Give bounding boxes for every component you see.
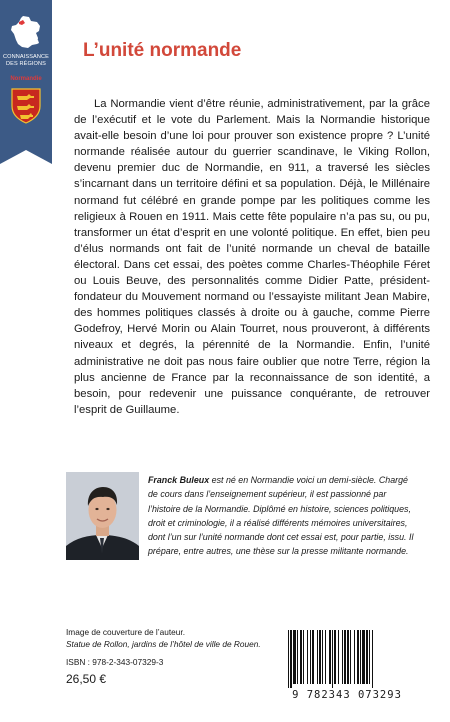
barcode-bar bbox=[322, 630, 323, 684]
barcode-bar bbox=[312, 630, 314, 684]
barcode-bar bbox=[290, 630, 292, 688]
barcode-bar bbox=[344, 630, 346, 684]
barcode-bar bbox=[307, 630, 308, 684]
barcode-bar bbox=[329, 630, 331, 684]
barcode bbox=[272, 624, 422, 709]
barcode-bars bbox=[286, 630, 408, 688]
price: 26,50 € bbox=[66, 672, 107, 686]
barcode-bar bbox=[303, 630, 304, 684]
barcode-bar bbox=[347, 630, 349, 684]
barcode-bar bbox=[325, 630, 326, 684]
barcode-bar bbox=[342, 630, 343, 684]
author-portrait-image bbox=[66, 472, 139, 560]
barcode-bar bbox=[297, 630, 298, 684]
isbn: ISBN : 978-2-343-07329-3 bbox=[66, 657, 164, 667]
barcode-bar bbox=[360, 630, 361, 684]
barcode-bar bbox=[357, 630, 359, 684]
barcode-bar bbox=[332, 630, 333, 688]
ribbon-tip bbox=[0, 150, 52, 164]
cover-credit-caption: Statue de Rollon, jardins de l’hôtel de ville de Rouen. bbox=[66, 639, 261, 650]
barcode-bar bbox=[354, 630, 355, 684]
barcode-bar bbox=[372, 630, 373, 688]
region-label: Normandie bbox=[10, 76, 42, 82]
barcode-bar bbox=[293, 630, 296, 684]
barcode-bar bbox=[317, 630, 318, 684]
barcode-bar bbox=[338, 630, 339, 684]
barcode-bar bbox=[334, 630, 336, 684]
author-bio bbox=[148, 473, 414, 559]
barcode-bar bbox=[300, 630, 302, 684]
barcode-bar bbox=[362, 630, 365, 684]
author-bio-text: est né en Normandie voici un demi-siècle. Chargé de cours dans l’enseignement supérieur, il est passionné par l’histoire de la Normandie. Diplômé en histoire, sciences politiques, droit et criminologie, il a réalisé différents mémoires universitaires, dont l’un sur l’unité normande dont cet essai est, pour partie, issu. Il prépare, entre autres, une thèse sur la presse militante normande. bbox=[148, 475, 414, 557]
barcode-bar bbox=[310, 630, 311, 684]
collection-name: CONNAISSANCE DES RÉGIONS bbox=[3, 54, 49, 67]
barcode-bar bbox=[350, 630, 351, 684]
barcode-bar bbox=[369, 630, 370, 684]
barcode-digits: 9 782343 073293 bbox=[292, 689, 402, 701]
france-map-icon bbox=[9, 14, 43, 50]
author-name: Franck Buleux bbox=[148, 475, 210, 485]
book-title: L’unité normande bbox=[83, 40, 242, 61]
normandy-shield-icon bbox=[11, 88, 41, 124]
cover-credit-line: Image de couverture de l’auteur. bbox=[66, 627, 185, 637]
barcode-bar bbox=[319, 630, 321, 684]
barcode-bar bbox=[366, 630, 368, 684]
collection-ribbon bbox=[0, 0, 52, 150]
back-cover-blurb: La Normandie vient d’être réunie, administrativement, par la grâce de l’exécutif et le vote du Parlement. Mais la Normandie historique avait-elle besoin d’une loi pour prouver son existence propre ? L’unité normande réalisée autour du guerrier scandinave, le Viking Rollon, devenu premier duc de Normandie, en 911, a traversé les siècles s’incarnant dans un territoire défini et sa population. Déjà, le Millénaire normand fut célébré en grande pompe par les politiques comme les religieux à Rouen en 1911. Mais cette fête populaire n’a pas su, ou pu, transformer un état d’esprit en une volonté politique. En effet, bien peu d’élus normands ont fait de l’unité normande un cheval de bataille électoral. Dans cet essai, des poètes comme Charles-Théophile Féret ou Louis Beuve, des personnalités comme Didier Patte, président-fondateur du Mouvement normand ou l’essayiste militant Jean Mabire, des hommes politiques classés à droite ou à gauche, comme Pierre Godefroy, Hervé Morin ou Alain Tourret, nous prouveront, à différents niveaux et degrés, la pérennité de la Normandie. Enfin, l’unité administrative ne doit pas nous faire oublier que notre Terre, région la plus ancienne de France par la reconnaissance de son identité, a besoin, pour redevenir une puissance conquérante, de retrouver l’esprit de Guillaume. bbox=[74, 98, 430, 416]
author-photo bbox=[66, 472, 139, 560]
barcode-bar bbox=[288, 630, 289, 688]
